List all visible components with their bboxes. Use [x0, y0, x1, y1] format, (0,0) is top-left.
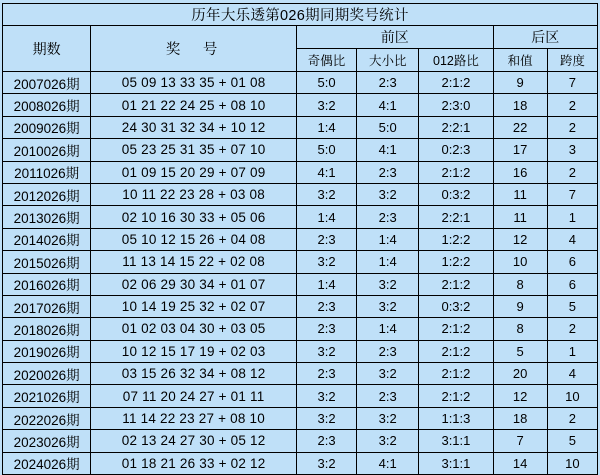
cell-sum-value: 10 — [493, 251, 547, 273]
cell-numbers: 07 11 20 24 27 + 01 11 — [91, 385, 297, 407]
cell-sum-value: 22 — [493, 116, 547, 138]
cell-big-small-ratio: 3:2 — [357, 183, 419, 205]
cell-span-value: 4 — [547, 228, 597, 250]
table-row — [3, 183, 598, 205]
cell-sum-value: 14 — [493, 452, 547, 474]
cell-sum-value: 12 — [493, 385, 547, 407]
cell-odd-even-ratio: 2:3 — [296, 363, 356, 385]
header-issue: 期数 — [3, 26, 91, 72]
cell-span-value: 10 — [547, 452, 597, 474]
table-row — [3, 295, 598, 317]
cell-numbers: 11 14 22 23 27 + 08 10 — [91, 407, 297, 429]
cell-odd-even-ratio: 2:3 — [296, 295, 356, 317]
header-odd-even-ratio: 奇偶比 — [296, 49, 356, 72]
table-row — [3, 116, 598, 138]
cell-odd-even-ratio: 3:2 — [296, 251, 356, 273]
cell-odd-even-ratio: 2:3 — [296, 430, 356, 452]
cell-span-value: 2 — [547, 407, 597, 429]
cell-big-small-ratio: 2:3 — [357, 161, 419, 183]
table-body — [3, 72, 598, 475]
cell-span-value: 3 — [547, 139, 597, 161]
table-row — [3, 206, 598, 228]
cell-sum-value: 18 — [493, 407, 547, 429]
cell-012-road-ratio: 0:3:2 — [419, 295, 493, 317]
table-row — [3, 94, 598, 116]
table-row — [3, 385, 598, 407]
cell-big-small-ratio: 2:3 — [357, 206, 419, 228]
cell-sum-value: 20 — [493, 363, 547, 385]
table-row — [3, 273, 598, 295]
cell-big-small-ratio: 3:2 — [357, 273, 419, 295]
cell-big-small-ratio: 4:1 — [357, 452, 419, 474]
cell-odd-even-ratio: 3:2 — [296, 407, 356, 429]
cell-span-value: 10 — [547, 385, 597, 407]
cell-issue: 2024026期 — [3, 452, 91, 474]
cell-012-road-ratio: 2:1:2 — [419, 72, 493, 94]
table-row — [3, 228, 598, 250]
cell-issue: 2023026期 — [3, 430, 91, 452]
cell-sum-value: 8 — [493, 318, 547, 340]
cell-odd-even-ratio: 4:1 — [296, 161, 356, 183]
header-front-zone: 前区 — [296, 26, 493, 49]
cell-numbers: 24 30 31 32 34 + 10 12 — [91, 116, 297, 138]
statistics-page — [0, 3, 600, 473]
cell-odd-even-ratio: 2:3 — [296, 228, 356, 250]
cell-odd-even-ratio: 3:2 — [296, 340, 356, 362]
cell-012-road-ratio: 2:1:2 — [419, 363, 493, 385]
cell-012-road-ratio: 3:1:1 — [419, 452, 493, 474]
cell-012-road-ratio: 2:2:1 — [419, 206, 493, 228]
cell-span-value: 5 — [547, 295, 597, 317]
header-sum-value: 和值 — [493, 49, 547, 72]
table-row — [3, 72, 598, 94]
cell-issue: 2015026期 — [3, 251, 91, 273]
cell-span-value: 4 — [547, 363, 597, 385]
cell-012-road-ratio: 2:1:2 — [419, 161, 493, 183]
cell-issue: 2007026期 — [3, 72, 91, 94]
cell-sum-value: 7 — [493, 430, 547, 452]
cell-big-small-ratio: 1:4 — [357, 251, 419, 273]
cell-numbers: 01 21 22 24 25 + 08 10 — [91, 94, 297, 116]
table-header — [3, 4, 598, 72]
cell-issue: 2014026期 — [3, 228, 91, 250]
cell-issue: 2016026期 — [3, 273, 91, 295]
cell-issue: 2019026期 — [3, 340, 91, 362]
cell-big-small-ratio: 2:3 — [357, 72, 419, 94]
cell-big-small-ratio: 2:3 — [357, 385, 419, 407]
cell-012-road-ratio: 1:2:2 — [419, 228, 493, 250]
cell-sum-value: 16 — [493, 161, 547, 183]
table-row — [3, 161, 598, 183]
cell-issue: 2018026期 — [3, 318, 91, 340]
lottery-statistics-table — [2, 3, 598, 475]
cell-big-small-ratio: 1:4 — [357, 228, 419, 250]
cell-sum-value: 9 — [493, 72, 547, 94]
cell-012-road-ratio: 0:3:2 — [419, 183, 493, 205]
cell-numbers: 05 23 25 31 35 + 07 10 — [91, 139, 297, 161]
cell-sum-value: 12 — [493, 228, 547, 250]
cell-numbers: 10 14 19 25 32 + 02 07 — [91, 295, 297, 317]
cell-big-small-ratio: 1:4 — [357, 318, 419, 340]
cell-sum-value: 5 — [493, 340, 547, 362]
cell-numbers: 03 15 26 32 34 + 08 12 — [91, 363, 297, 385]
cell-big-small-ratio: 3:2 — [357, 430, 419, 452]
table-row — [3, 139, 598, 161]
cell-012-road-ratio: 2:1:2 — [419, 318, 493, 340]
cell-sum-value: 9 — [493, 295, 547, 317]
cell-issue: 2013026期 — [3, 206, 91, 228]
cell-sum-value: 18 — [493, 94, 547, 116]
cell-span-value: 1 — [547, 340, 597, 362]
cell-odd-even-ratio: 1:4 — [296, 116, 356, 138]
cell-numbers: 01 18 21 26 33 + 02 12 — [91, 452, 297, 474]
cell-big-small-ratio: 4:1 — [357, 94, 419, 116]
header-numbers: 奖 号 — [91, 26, 297, 72]
cell-sum-value: 11 — [493, 183, 547, 205]
cell-big-small-ratio: 3:2 — [357, 295, 419, 317]
cell-odd-even-ratio: 2:3 — [296, 318, 356, 340]
cell-span-value: 6 — [547, 273, 597, 295]
cell-sum-value: 11 — [493, 206, 547, 228]
cell-numbers: 01 09 15 20 29 + 07 09 — [91, 161, 297, 183]
cell-odd-even-ratio: 3:2 — [296, 94, 356, 116]
cell-odd-even-ratio: 3:2 — [296, 385, 356, 407]
header-back-zone: 后区 — [493, 26, 597, 49]
cell-big-small-ratio: 2:3 — [357, 340, 419, 362]
cell-012-road-ratio: 2:3:0 — [419, 94, 493, 116]
table-row — [3, 251, 598, 273]
cell-numbers: 05 10 12 15 26 + 04 08 — [91, 228, 297, 250]
cell-012-road-ratio: 2:1:2 — [419, 385, 493, 407]
header-group-row — [3, 26, 598, 49]
table-row — [3, 340, 598, 362]
cell-span-value: 5 — [547, 430, 597, 452]
cell-span-value: 2 — [547, 116, 597, 138]
table-row — [3, 363, 598, 385]
cell-issue: 2009026期 — [3, 116, 91, 138]
cell-span-value: 2 — [547, 94, 597, 116]
table-row — [3, 318, 598, 340]
header-big-small-ratio: 大小比 — [357, 49, 419, 72]
table-row — [3, 407, 598, 429]
table-row — [3, 430, 598, 452]
cell-sum-value: 17 — [493, 139, 547, 161]
cell-span-value: 1 — [547, 206, 597, 228]
cell-012-road-ratio: 1:2:2 — [419, 251, 493, 273]
cell-issue: 2020026期 — [3, 363, 91, 385]
cell-issue: 2011026期 — [3, 161, 91, 183]
title-row — [3, 4, 598, 26]
cell-odd-even-ratio: 5:0 — [296, 139, 356, 161]
cell-big-small-ratio: 3:2 — [357, 407, 419, 429]
cell-odd-even-ratio: 3:2 — [296, 452, 356, 474]
cell-big-small-ratio: 5:0 — [357, 116, 419, 138]
table-row — [3, 452, 598, 474]
cell-span-value: 6 — [547, 251, 597, 273]
cell-issue: 2017026期 — [3, 295, 91, 317]
cell-numbers: 05 09 13 33 35 + 01 08 — [91, 72, 297, 94]
cell-012-road-ratio: 0:2:3 — [419, 139, 493, 161]
cell-012-road-ratio: 1:1:3 — [419, 407, 493, 429]
cell-numbers: 11 13 14 15 22 + 02 08 — [91, 251, 297, 273]
cell-012-road-ratio: 2:1:2 — [419, 273, 493, 295]
cell-odd-even-ratio: 1:4 — [296, 273, 356, 295]
cell-issue: 2022026期 — [3, 407, 91, 429]
cell-issue: 2012026期 — [3, 183, 91, 205]
cell-012-road-ratio: 2:2:1 — [419, 116, 493, 138]
cell-012-road-ratio: 2:1:2 — [419, 340, 493, 362]
cell-big-small-ratio: 4:1 — [357, 139, 419, 161]
cell-numbers: 10 11 22 23 28 + 03 08 — [91, 183, 297, 205]
cell-span-value: 2 — [547, 161, 597, 183]
cell-numbers: 02 13 24 27 30 + 05 12 — [91, 430, 297, 452]
cell-issue: 2008026期 — [3, 94, 91, 116]
cell-odd-even-ratio: 1:4 — [296, 206, 356, 228]
cell-span-value: 2 — [547, 318, 597, 340]
page-title: 历年大乐透第026期同期奖号统计 — [3, 4, 598, 26]
cell-012-road-ratio: 3:1:1 — [419, 430, 493, 452]
cell-big-small-ratio: 3:2 — [357, 363, 419, 385]
cell-odd-even-ratio: 5:0 — [296, 72, 356, 94]
cell-numbers: 02 10 16 30 33 + 05 06 — [91, 206, 297, 228]
cell-odd-even-ratio: 3:2 — [296, 183, 356, 205]
cell-sum-value: 8 — [493, 273, 547, 295]
cell-numbers: 01 02 03 04 30 + 03 05 — [91, 318, 297, 340]
header-span-value: 跨度 — [547, 49, 597, 72]
cell-issue: 2010026期 — [3, 139, 91, 161]
cell-span-value: 7 — [547, 183, 597, 205]
cell-issue: 2021026期 — [3, 385, 91, 407]
cell-numbers: 02 06 29 30 34 + 01 07 — [91, 273, 297, 295]
cell-span-value: 7 — [547, 72, 597, 94]
header-012-road-ratio: 012路比 — [419, 49, 493, 72]
cell-numbers: 10 12 15 17 19 + 02 03 — [91, 340, 297, 362]
